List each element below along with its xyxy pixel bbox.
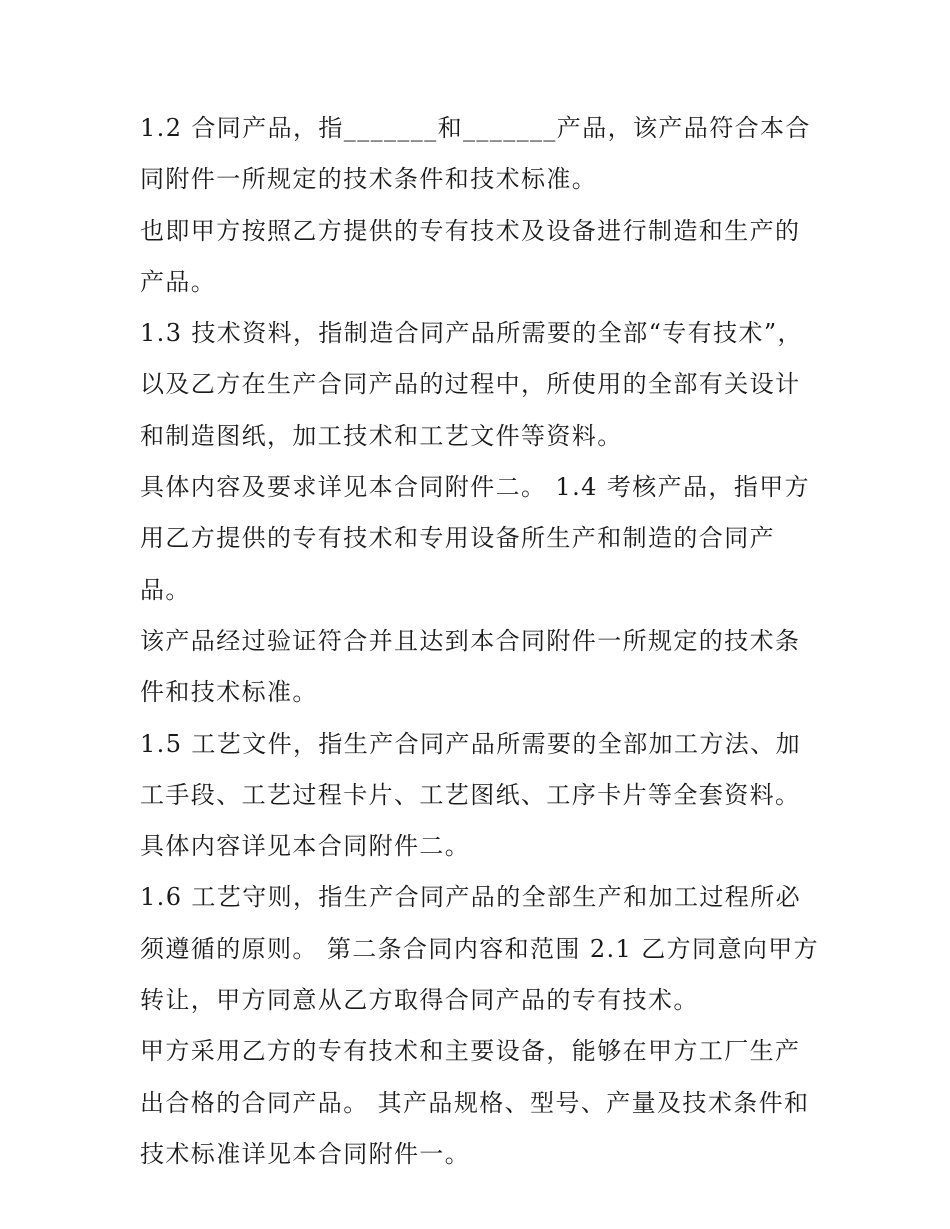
paragraph-product-definition: 也即甲方按照乙方提供的专有技术及设备进行制造和生产的产品。 — [140, 216, 801, 296]
paragraph-1-3-technical-data: 1.3 技术资料，指制造合同产品所需要的全部“专有技术”，以及乙方在生产合同产品的过程中，所使用的全部有关设计和制造图纸，加工技术和工艺文件等资料。 — [140, 319, 803, 450]
paragraph-scope-details: 甲方采用乙方的专有技术和主要设备，能够在甲方工厂生产出合格的合同产品。 其产品规格、型号、产量及技术条件和技术标准详见本合同附件一。 — [140, 1037, 810, 1168]
paragraph-verification: 该产品经过验证符合并且达到本合同附件一所规定的技术条件和技术标准。 — [140, 626, 801, 707]
paragraph-1-2-contract-product: 1.2 合同产品，指_______和_______产品，该产品符合本合同附件一所规定的技术条件和技术标准。 — [140, 114, 811, 194]
paragraph-1-6-process-rules: 1.6 工艺守则，指生产合同产品的全部生产和加工过程所必须遵循的原则。 第二条合同内容和范围 2.1 乙方同意向甲方转让，甲方同意从乙方取得合同产品的专有技术。 — [140, 883, 820, 1015]
paragraph-1-5-process-documents: 1.5 工艺文件，指生产合同产品所需要的全部加工方法、加工手段、工艺过程卡片、工艺图纸、工序卡片等全套资料。 具体内容详见本合同附件二。 — [140, 729, 801, 861]
paragraph-1-4-assessment-product: 具体内容及要求详见本合同附件二。 1.4 考核产品，指甲方用乙方提供的专有技术和专用设备所生产和制造的合同产品。 — [140, 473, 811, 604]
